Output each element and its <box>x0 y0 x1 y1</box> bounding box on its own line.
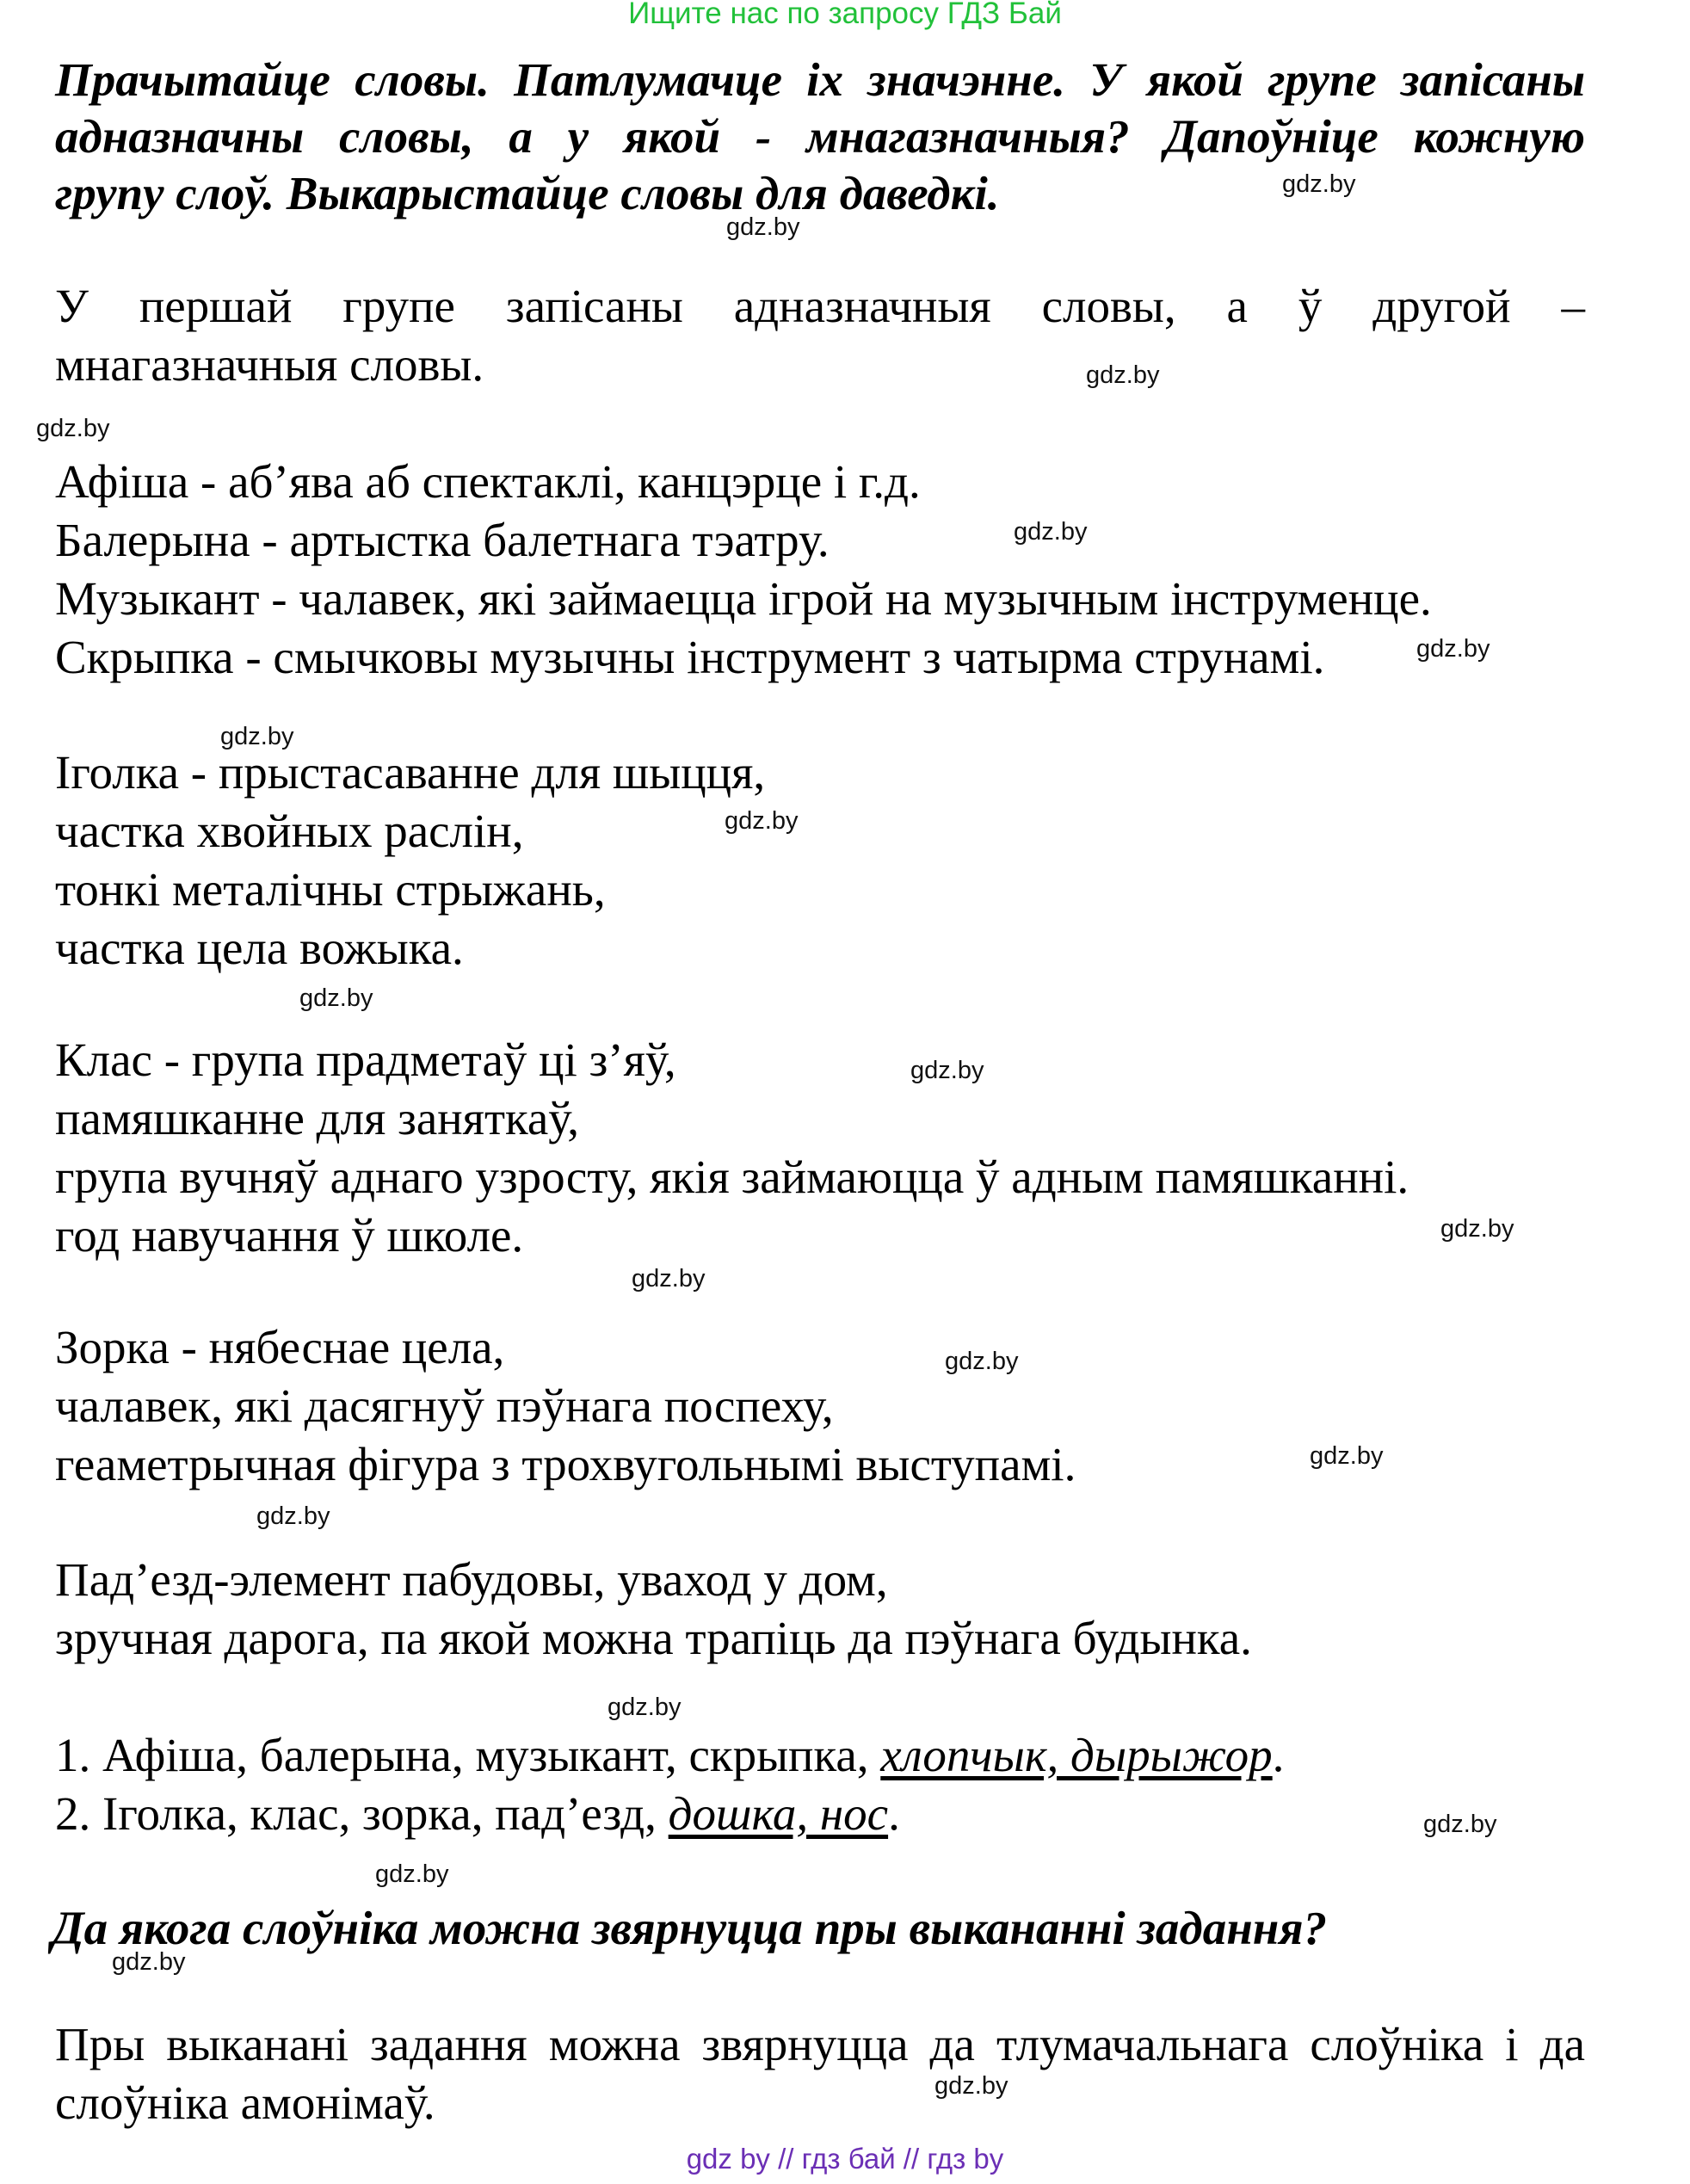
watermark: gdz.by <box>36 415 110 442</box>
klas-line-4: год навучання ў школе. <box>55 1209 524 1262</box>
watermark: gdz.by <box>910 1057 984 1084</box>
igolka-line-4: частка цела вожыка. <box>55 922 464 974</box>
watermark: gdz.by <box>608 1694 682 1721</box>
group-2-added-words: дошка, нос <box>668 1787 889 1840</box>
watermark: gdz.by <box>726 213 800 241</box>
watermark: gdz.by <box>934 2072 1008 2100</box>
watermark: gdz.by <box>299 984 373 1012</box>
top-banner: Ищите нас по запросу ГДЗ Бай <box>628 0 1062 30</box>
padezd-line-2: зручная дарога, па якой можна трапіць да пэўнага будынка. <box>55 1612 1252 1664</box>
watermark: gdz.by <box>1416 635 1490 663</box>
definition-afisha: Афіша - абʼява аб спектаклі, канцэрце і г.д. <box>55 455 921 508</box>
task-1-line-3: групу слоў. Выкарыстайце словы для даведкі. <box>55 167 1000 219</box>
watermark: gdz.by <box>1310 1442 1384 1470</box>
watermark: gdz.by <box>1423 1811 1497 1838</box>
watermark: gdz.by <box>725 807 799 835</box>
footer-links: gdz by // гдз бай // гдз by <box>686 2143 1004 2175</box>
watermark: gdz.by <box>220 723 294 750</box>
watermark: gdz.by <box>1014 518 1088 546</box>
zorka-line-2: чалавек, які дасягнуў пэўнага поспеху, <box>55 1379 834 1432</box>
definition-muzykant: Музыкант - чалавек, які займаецца ігрой на музычным інструменце. <box>55 572 1432 625</box>
watermark: gdz.by <box>256 1502 330 1530</box>
group-1-words: 1. Афіша, балерына, музыкант, скрыпка, <box>55 1729 881 1781</box>
zorka-line-3: геаметрычная фігура з трохвугольнымі выступамі. <box>55 1438 1076 1490</box>
answer-2-line-2: слоўніка амонімаў. <box>55 2076 435 2129</box>
task-2-question: Да якога слоўніка можна звярнуцца пры выкананні задання? <box>52 1902 1328 1954</box>
igolka-line-2: частка хвойных раслін, <box>55 805 524 857</box>
group-2-period: . <box>888 1787 900 1840</box>
task-1-line-1: Прачытайце словы. Патлумачце іх значэнне. У якой групе запісаны <box>55 53 1585 106</box>
answer-2-line-1: Пры выканані задання можна звярнуцца да тлумачальнага слоўніка і да <box>55 2018 1585 2070</box>
zorka-line-1: Зорка - нябеснае цела, <box>55 1321 505 1373</box>
definition-skrypka: Скрыпка - смычковы музычны інструмент з чатырма струнамі. <box>55 631 1325 683</box>
watermark: gdz.by <box>945 1348 1019 1375</box>
klas-line-2: памяшканне для заняткаў, <box>55 1092 580 1144</box>
watermark: gdz.by <box>1282 170 1356 198</box>
klas-line-3: група вучняў аднаго узросту, якія займаюцца ў адным памяшканні. <box>55 1151 1409 1203</box>
group-1-line <box>55 1726 1284 1785</box>
watermark: gdz.by <box>112 1948 186 1976</box>
igolka-line-1: Іголка - прыстасаванне для шыцця, <box>55 746 766 799</box>
task-1-line-2: адназначны словы, а у якой - мнагазначныя? Дапоўніце кожную <box>55 110 1585 163</box>
watermark: gdz.by <box>1440 1215 1514 1243</box>
group-2-line <box>55 1785 900 1843</box>
igolka-line-3: тонкі металічны стрыжань, <box>55 863 606 916</box>
klas-line-1: Клас - група прадметаў ці з’яў, <box>55 1033 676 1086</box>
watermark: gdz.by <box>632 1265 706 1293</box>
watermark: gdz.by <box>1086 361 1160 389</box>
answer-intro-line-1: У першай групе запісаны адназначныя словы, а ў другой – <box>55 280 1585 332</box>
group-2-words: 2. Іголка, клас, зорка, пад’езд, <box>55 1787 669 1840</box>
padezd-line-1: Пад’езд-элемент пабудовы, уваход у дом, <box>55 1553 888 1606</box>
definition-balerina: Балерына - артыстка балетнага тэатру. <box>55 514 830 566</box>
watermark: gdz.by <box>375 1860 449 1888</box>
group-1-period: . <box>1272 1729 1285 1781</box>
group-1-added-words: хлопчык, дырыжор <box>880 1729 1273 1781</box>
answer-intro-line-2: мнагазначныя словы. <box>55 338 484 391</box>
